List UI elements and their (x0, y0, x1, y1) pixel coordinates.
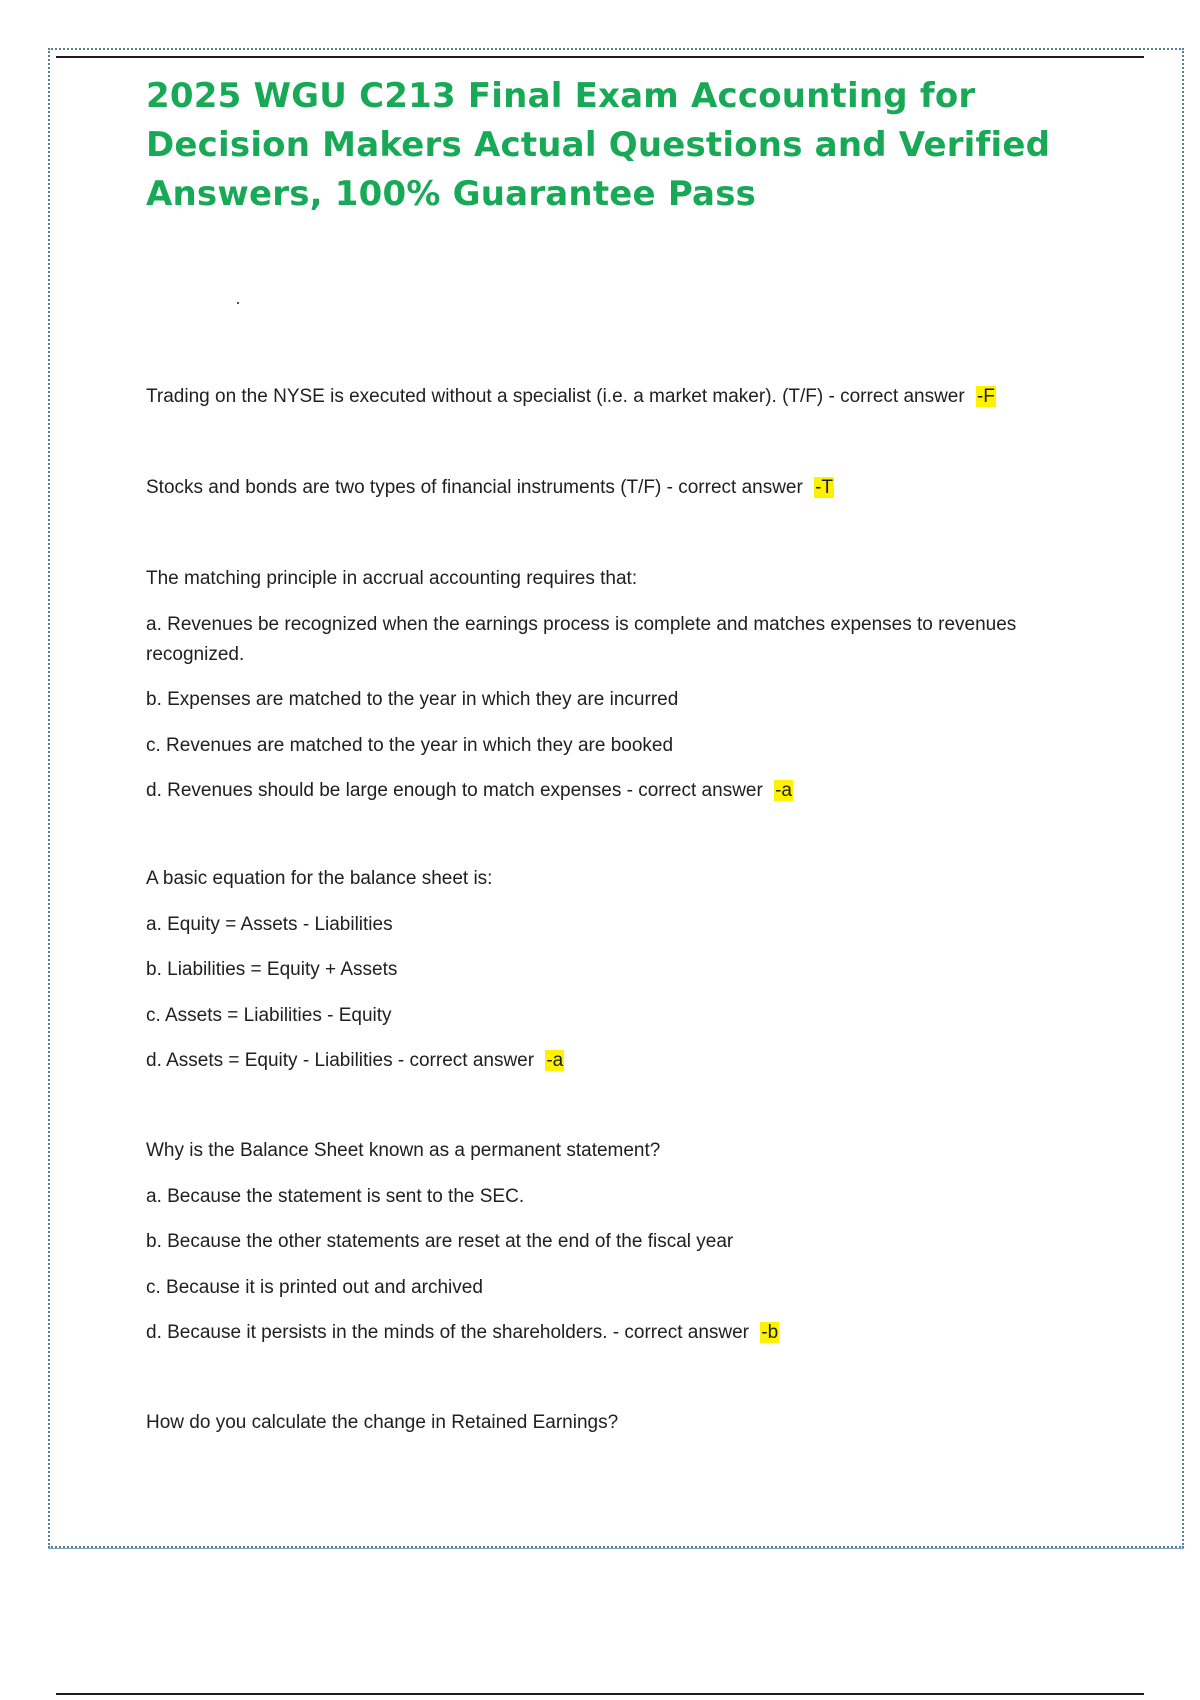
question-4-option-b: b. Liabilities = Equity + Assets (146, 959, 398, 980)
bottom-border-shadow (48, 1548, 1184, 1549)
question-5-text: Why is the Balance Sheet known as a permanent statement? (146, 1140, 661, 1161)
question-1-text: Trading on the NYSE is executed without a specialist (i.e. a market maker). (T/F) - correct answer (146, 386, 965, 407)
question-4-option-d-line (146, 1046, 1096, 1076)
question-3-text: The matching principle in accrual accounting requires that: (146, 568, 638, 589)
question-3-answer: -a (775, 780, 792, 801)
stray-dot (237, 302, 239, 304)
question-6-text: How do you calculate the change in Retained Earnings? (146, 1412, 619, 1433)
question-4-text: A basic equation for the balance sheet is: (146, 868, 493, 889)
question-5-option-c: c. Because it is printed out and archived (146, 1277, 483, 1298)
question-3-option-d-line (146, 776, 1096, 806)
question-2-line (146, 473, 1096, 503)
question-2-answer: -T (815, 477, 834, 498)
question-3 (146, 564, 1096, 806)
question-1 (146, 382, 1096, 412)
question-4-option-c: c. Assets = Liabilities - Equity (146, 1005, 392, 1026)
question-2 (146, 473, 1096, 503)
document-title: 2025 WGU C213 Final Exam Accounting for Decision Makers Actual Questions and Verified Answers, 100% Guarantee Pass (146, 76, 1051, 214)
question-5-option-a: a. Because the statement is sent to the SEC. (146, 1186, 525, 1207)
question-5-option-b: b. Because the other statements are reset at the end of the fiscal year (146, 1231, 734, 1252)
top-rule (56, 56, 1144, 58)
question-4-option-d: d. Assets = Equity - Liabilities - correct answer (146, 1050, 535, 1071)
question-4-option-a: a. Equity = Assets - Liabilities (146, 914, 393, 935)
question-5-answer: -b (761, 1322, 779, 1343)
question-5-option-d-line (146, 1318, 1096, 1348)
footer-rule (56, 1693, 1144, 1695)
question-4 (146, 864, 1096, 1076)
question-6 (146, 1408, 1096, 1438)
question-1-answer: -F (976, 386, 995, 407)
question-2-text: Stocks and bonds are two types of financial instruments (T/F) - correct answer (146, 477, 803, 498)
question-3-option-d: d. Revenues should be large enough to match expenses - correct answer (146, 780, 763, 801)
question-3-option-b: b. Expenses are matched to the year in which they are incurred (146, 689, 679, 710)
question-5-option-d: d. Because it persists in the minds of the shareholders. - correct answer (146, 1322, 749, 1343)
question-3-option-c: c. Revenues are matched to the year in which they are booked (146, 735, 674, 756)
question-3-option-a: a. Revenues be recognized when the earnings process is complete and matches expenses to revenues recognized. (146, 614, 1017, 665)
question-4-answer: -a (546, 1050, 564, 1071)
question-1-line (146, 382, 1096, 412)
question-5 (146, 1136, 1096, 1348)
